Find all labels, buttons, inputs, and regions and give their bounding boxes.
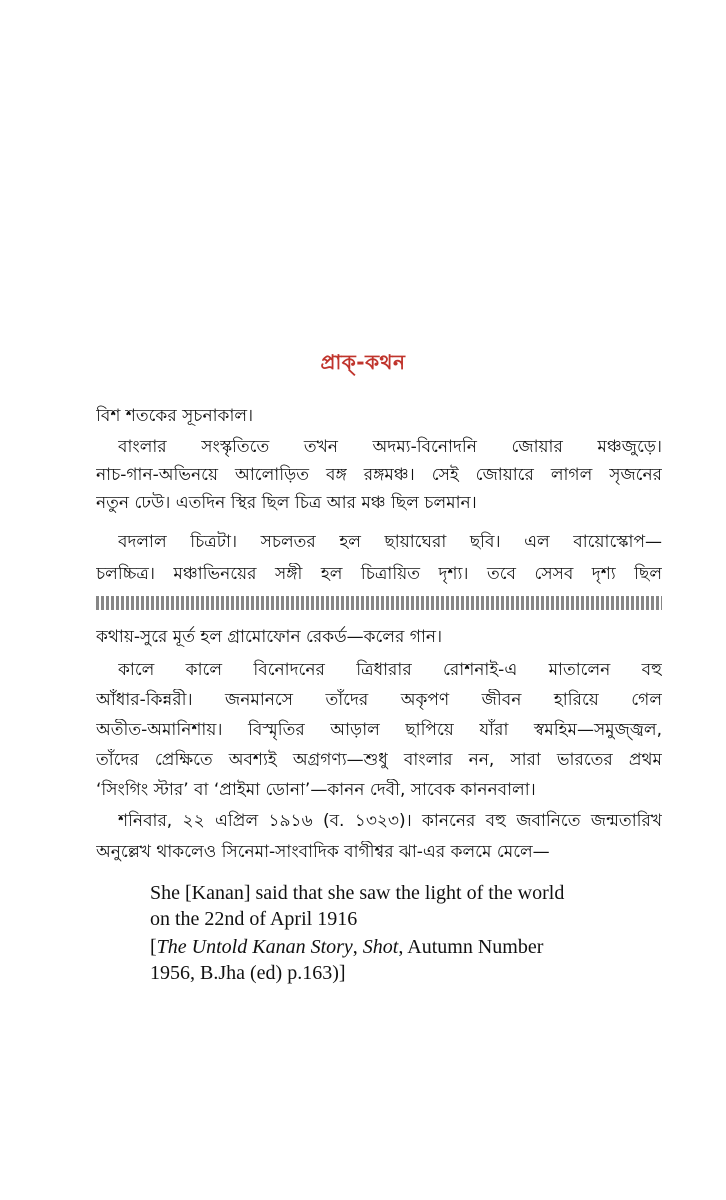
text-line: নতুন ঢেউ। এতদিন স্থির ছিল চিত্র আর মঞ্চ ছিল চলমান। — [96, 493, 477, 513]
text-line: শনিবার, ২২ এপ্রিল ১৯১৬ (ব. ১৩২৩)। কাননের বহু জবানিতে জন্মতারিখ — [118, 811, 662, 831]
text-line: কথায়-সুরে মূর্ত হল গ্রামোফোন রেকর্ড—কলের গান। — [96, 627, 443, 647]
smudged-line — [96, 594, 662, 612]
text-line: অতীত-অমানিশায়। বিস্মৃতির আড়াল ছাপিয়ে যাঁরা স্বমহিম—সমুজ্জ্বল, — [96, 720, 662, 740]
text-line: কালে কালে বিনোদনের ত্রিধারার রোশনাই-এ মাতালেন বহু — [118, 660, 662, 680]
text-line: বিশ শতকের সূচনাকাল। — [96, 406, 254, 426]
quote-citation — [150, 934, 660, 961]
quote-article-title: The Untold Kanan Story — [156, 936, 353, 958]
quote-line: 1956, B.Jha (ed) p.163)] — [150, 962, 346, 984]
text-line: অনুল্লেখ থাকলেও সিনেমা-সাংবাদিক বাগীশ্বর ঝা-এর কলমে মেলে— — [96, 842, 550, 862]
text-line: ‘সিংগিং স্টার’ বা ‘প্রাইমা ডোনা’—কানন দেবী, সাবেক কাননবালা। — [96, 780, 536, 800]
quote-separator: , — [352, 936, 363, 958]
text-line: আঁধার-কিন্নরী। জনমানসে তাঁদের অকৃপণ জীবন হারিয়ে গেল — [96, 690, 662, 710]
text-line: নাচ-গান-অভিনয়ে আলোড়িত বঙ্গ রঙ্গমঞ্চ। সেই জোয়ারে লাগল সৃজনের — [96, 465, 662, 485]
quote-line: on the 22nd of April 1916 — [150, 908, 358, 930]
text-line: বদলাল চিত্রটা। সচলতর হল ছায়াঘেরা ছবি। এল বায়োস্কোপ— — [118, 532, 662, 552]
quote-bracket: [ — [150, 936, 157, 958]
text-line: বাংলার সংস্কৃতিতে তখন অদম্য-বিনোদনি জোয়ার মঞ্চজুড়ে। — [118, 437, 662, 457]
quote-magazine: Shot — [362, 936, 399, 958]
quote-line: She [Kanan] said that she saw the light of the world — [150, 882, 565, 904]
text-line: তাঁদের প্রেক্ষিতে অবশ্যই অগ্রগণ্য—শুধু বাংলার নন, সারা ভারতের প্রথম — [96, 750, 662, 770]
text-line: চলচ্চিত্র। মঞ্চাভিনয়ের সঙ্গী হল চিত্রায়িত দৃশ্য। তবে সেসব দৃশ্য ছিল — [96, 564, 662, 584]
quote-citation-rest: , Autumn Number — [398, 936, 544, 958]
page-title: প্রাক্-কথন — [320, 350, 406, 374]
